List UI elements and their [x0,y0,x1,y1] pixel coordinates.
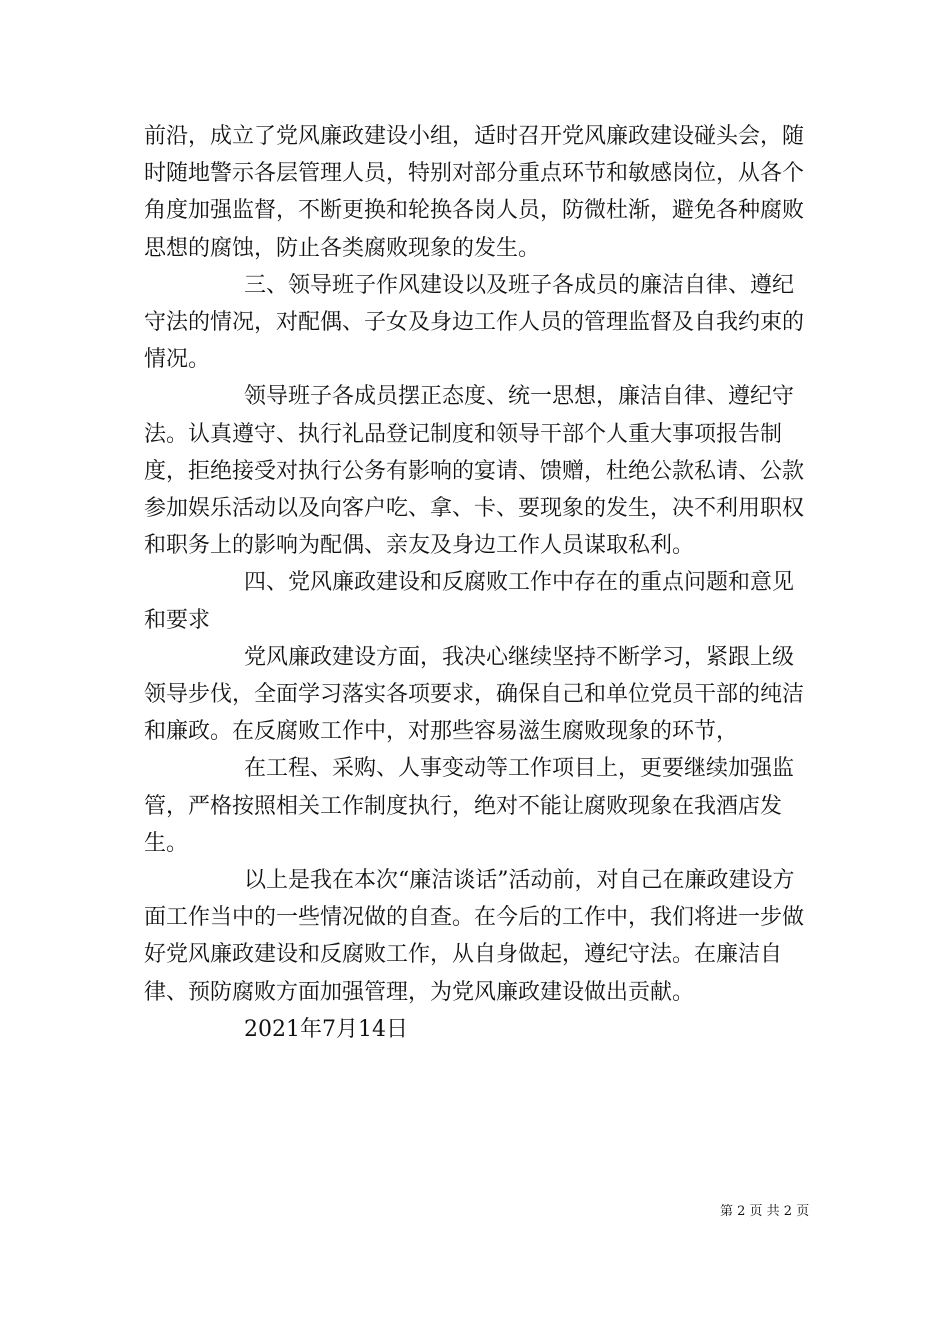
paragraph-leadership: 领导班子各成员摆正态度、统一思想，廉洁自律、遵纪守法。认真遵守、执行礼品登记制度和领导干部个人重大事项报告制度，拒绝接受对执行公务有影响的宴请、馈赠，杜绝公款私请、公款参加娱乐活动以及向客户吃、拿、卡、要现象的发生，决不利用职权和职务上的影响为配偶、亲友及身边工作人员谋取私利。 [144,384,805,559]
page-footer: 第 2 页 共 2 页 [720,1204,810,1219]
paragraph-conclusion: 以上是我在本次“廉洁谈话”活动前，对自己在廉政建设方面工作当中的一些情况做的自查。在今后的工作中，我们将进一步做好党风廉政建设和反腐败工作，从自身做起，遵纪守法。在廉洁自律、预防腐败方面加强管理，为党风廉政建设做出贡献。 [144,868,805,1005]
document-date: 2021年7月14日 [244,1016,408,1042]
paragraph-party-conduct: 党风廉政建设方面，我决心继续坚持不断学习，紧跟上级领导步伐，全面学习落实各项要求，确保自己和单位党员干部的纯洁和廉政。在反腐败工作中，对那些容易滋生腐败现象的环节， [144,644,805,745]
section-heading-three: 三、领导班子作风建设以及班子各成员的廉洁自律、遵纪守法的情况，对配偶、子女及身边工作人员的管理监督及自我约束的情况。 [144,272,805,373]
paragraph-supervision: 在工程、采购、人事变动等工作项目上，更要继续加强监管，严格按照相关工作制度执行，绝对不能让腐败现象在我酒店发生。 [144,756,795,856]
document-body [144,118,808,1048]
paragraph-continuation: 前沿，成立了党风廉政建设小组，适时召开党风廉政建设碰头会，随时随地警示各层管理人员，特别对部分重点环节和敏感岗位，从各个角度加强监督，不断更换和轮换各岗人员，防微杜渐，避免各种腐败思想的腐蚀，防止各类腐败现象的发生。 [144,124,805,261]
section-heading-four: 四、党风廉政建设和反腐败工作中存在的重点问题和意见和要求 [144,570,795,633]
